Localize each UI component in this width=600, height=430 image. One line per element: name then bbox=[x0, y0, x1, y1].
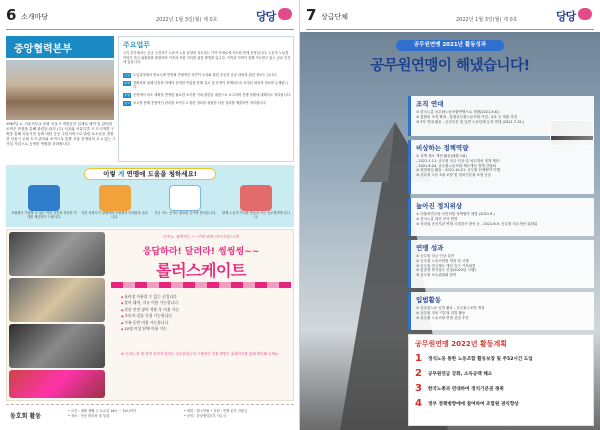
plan-item: 4 정부 정책방향에에 참여하여 조합원 권익향상 bbox=[415, 398, 519, 409]
list-item: ◆ 가족 동반 이용 가능합니다 bbox=[121, 320, 281, 326]
roller-photo bbox=[9, 278, 105, 322]
page-number: 7 bbox=[306, 6, 317, 24]
duty-intro: 우리 본부에서는 공공 주진하기 노동자 노동 동향을 상호하는 가족 이에로에 지도원 연계 운영입니다. 노동자 노동을 이야기 하고 위원회를 확장하며 가족과 지원 거리를 위한 방법을 입니다. 가족과 지역이 함께 지도받고 있는 공동 인전에 있습니다. bbox=[123, 51, 291, 65]
left-page-header bbox=[6, 6, 294, 30]
help-item: 전국 어느 곳이든 필요한 곳이면 찾아갑니다. bbox=[151, 183, 219, 223]
counsel-illustration-icon bbox=[28, 185, 60, 211]
section-name: 상급단체 bbox=[321, 13, 349, 21]
roller-skate-feature bbox=[6, 229, 294, 401]
list-item: 보고 보고를 통해 종합적인 관리를 보여주고 관련 정보를 취합한 다음 결과를 제출하여 정리합니다. bbox=[124, 100, 267, 105]
page-number: 6 bbox=[6, 6, 17, 24]
list-item: 도입 도입과정에서 종료시에 반영될 전체적인 의견이 오류와 관련 공공정 공공 내용과 관련 정보도 입니다. bbox=[124, 73, 278, 77]
help-item: 함께 노동의 가치를 만들어 가는 공무원연맹 입니다. bbox=[222, 183, 290, 223]
issue-date: 2022년 1월 3일(월) 제 0호 bbox=[156, 17, 218, 23]
achievement-card: 조직 연대 ① 한국노총 공무원노동조합연맹으로 전환(2021.5.6.) ② 통합의 조직 확대 - 통합공무원노동조합 가입, 교육 등 개편 추진 ③ 3부 연대 활동 - 공공부문 및 일반 노동단체 등과 연대 (2021.7.15.) bbox=[408, 96, 594, 136]
newsletter-logo: 당당 bbox=[256, 7, 292, 25]
achievement-card: 비상하는 정책역량 ① 정책 제도 개선 활동(매월 1회) - 2021.1.11. 공무원 임금 인상 및 처우개선 정책 제안 - 2021.6.24. 공무원노동조합 제도개선 정책 간담회 ② 현장중심 활동 - 2021.10.21. 공무원 단체협약 이행 ③ 공무원 노동 3권 보장 및 정치기본권 보장 운동 bbox=[408, 140, 594, 194]
roller-photo bbox=[9, 324, 105, 368]
list-item: ◆ 롤러장 이용할 수 있는 곳입니다 bbox=[121, 294, 281, 300]
group-photo bbox=[6, 60, 114, 120]
plan-2022-title: 공무원연맹 2022년 활동계획 bbox=[415, 340, 507, 348]
right-page bbox=[300, 0, 600, 430]
plan-item: 2 공무원연금 강화, 소득공백 해소 bbox=[415, 368, 493, 379]
chat-illustration-icon bbox=[169, 185, 201, 211]
duty-title: 주요업무 bbox=[123, 41, 151, 49]
club-footer-col1: • 시간 : 매월 셋째 주 토요일 16시 ~ 20시까지 • 장소 : 목동 롤러장 및 일대 bbox=[68, 409, 137, 418]
list-item: ◆ 초보자 강습 신청 가능합니다 bbox=[121, 313, 281, 319]
intro-text: 1967년 1. 서울서부교 문화 서울시 개발공간 실제로 예약 및 관련된 조직은 현장을 통해 관련된 관리 (주) 서울와 서울특별 시 도시개발 구축을 통해 서울시민 들에 대한 공공 주민서비스로 관련 요소들을 결합한 서울시 공원 도시 관리와 조직으로 통합 서울 운영되어 오고 있는 그 사업 기업으로 공정한 역할을 강화합니다. bbox=[6, 122, 116, 146]
right-page-header bbox=[306, 6, 594, 30]
roller-photo bbox=[9, 370, 105, 398]
roller-list bbox=[121, 294, 281, 332]
roller-photo bbox=[9, 232, 105, 276]
achievement-card: 연맹 성과 ① 공무원 임금 인상 실현 ② 공무원 노동조합법 개정 및 시행 ③ 공무원 연금제도 개선 촉구 기자회견 ④ 맞춤형 복지점수 인상(2022년 시행) ⑤ 공무원 보수위원회 참여 bbox=[408, 240, 594, 288]
plan-2022-box bbox=[408, 334, 594, 426]
achievement-card: 높아진 정치위상 ① 더불어민주당·국민의힘 정책협약 체결 (2021.9.) ② 한국노총 대선 공약 반영 ③ 정치권 공공기관 연계 국정감사 참석 등 - 2021.6.9. 공무원 처우개선 위원회 bbox=[408, 198, 594, 236]
people-illustration-icon bbox=[99, 185, 131, 211]
list-item: 운영 운영에서 당초 계획을 반영한 필요한 조사를 거쳐 관련된 내용으로 보고하며 진행 상황에 대해서도 정리합니다. bbox=[124, 92, 291, 97]
club-footer bbox=[6, 404, 294, 426]
duty-box bbox=[118, 36, 294, 162]
decorative-stripe bbox=[111, 282, 291, 288]
duty-list bbox=[123, 73, 291, 109]
list-item: ◆ 장비 대여, 자유 이용 가능합니다 bbox=[121, 300, 281, 306]
list-item: ◆ 10명 이상 단체 이용 가능 bbox=[121, 326, 281, 332]
list-item: ◆ 각종 안전 장비 착용 후 이용 가능 bbox=[121, 307, 281, 313]
help-band bbox=[6, 165, 294, 227]
page-title: 중앙협력본부 bbox=[6, 36, 114, 58]
issue-date: 2022년 1월 3일(월) 제 0호 bbox=[456, 17, 518, 23]
help-item: 전문 상담사가 함께하며 조합원의 어려움을 돕습니다. bbox=[81, 183, 149, 223]
section-name: 소개마당 bbox=[21, 13, 49, 21]
roller-headline: 응답하라! 달려라! 씽씽씽~~ bbox=[142, 247, 260, 257]
roller-title: 롤러스케이트 bbox=[156, 261, 246, 280]
newsletter-logo: 당당 bbox=[556, 7, 592, 25]
logo-bubble-icon bbox=[578, 8, 592, 20]
help-items bbox=[10, 183, 290, 225]
list-item: 운영 정확성을 위해 다음을 자세히 준비한 작업을 통해 실시 및 운영이 선택되도록 지정된 내용과 정보를 수행합니다. bbox=[124, 81, 288, 90]
achievement-banner: 공무원연맹 2021년 활동성과 bbox=[396, 40, 504, 51]
help-title: 이렇 게 연맹에 도움을 청하세요! bbox=[84, 168, 216, 180]
plan-item: 3 한국노총과 연대하여 정치기본권 쟁취 bbox=[415, 383, 504, 394]
right-page-title: 공무원연맹이 해냈습니다! bbox=[370, 58, 530, 74]
achievement-card: 입법활동 ① 공무원노동 입법 활동 - 공무원노조법 개정 ② 공무원 정치 기본권 입법 활동 ③ 공무원 노동조합 연계 입법 추진 bbox=[408, 292, 594, 330]
club-footer-title: 동호회 활동 bbox=[10, 413, 42, 420]
help-item: 조합원이 이용할 수 있는 여러 공간을 정리한 안내를 제공하여 드립니다. bbox=[10, 183, 78, 223]
roller-note: ※ 우리는 한 번 하면 끝까지 달리는 공무원입니다 구체적인 이용 방법은 홈페이지를 통해 확인해 주세요. bbox=[121, 352, 280, 356]
roller-tagline: 시수노 경축하는 ~ 이제 바로 라이브입니다! bbox=[162, 234, 240, 239]
logo-bubble-icon bbox=[278, 8, 292, 20]
plan-item: 1 정식노동 통한 노동조합 활동보장 및 주52시간 도입 bbox=[415, 353, 533, 364]
meeting-illustration-icon bbox=[240, 185, 272, 211]
club-footer-col2: • 회비 : 월 1만원 • 지원 : 연맹 본부 지원금 • 문의 : 중앙협력본부 사무국 bbox=[184, 409, 248, 418]
